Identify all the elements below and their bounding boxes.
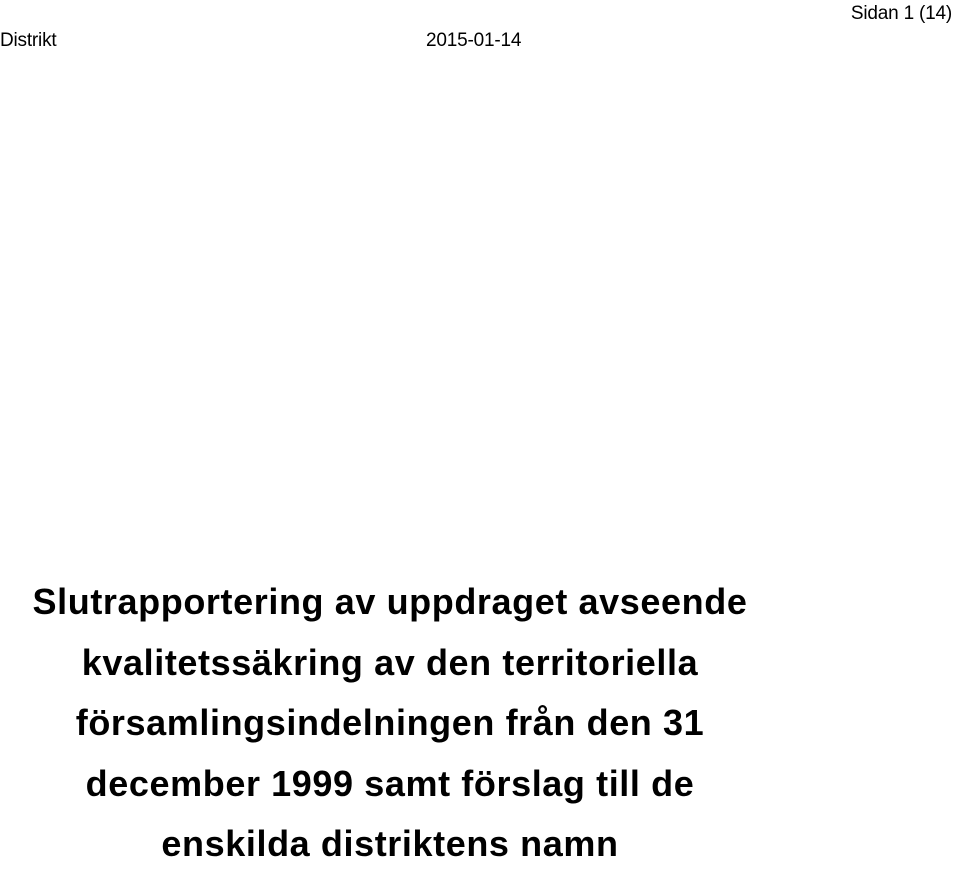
document-title	[0, 572, 780, 875]
header-document-label: Distrikt	[0, 30, 57, 51]
title-line-2: kvalitetssäkring av den territoriella	[81, 641, 699, 683]
title-line-1: Slutrapportering av uppdraget avseende	[32, 581, 748, 622]
header-date: 2015-01-14	[426, 30, 522, 51]
header-page-number: Sidan 1 (14)	[850, 3, 952, 24]
title-line-3: församlingsindelningen från den 31	[75, 702, 705, 743]
title-line-4: december 1999 samt förslag till de	[85, 762, 695, 804]
title-line-5: enskilda distriktens namn	[161, 823, 619, 864]
